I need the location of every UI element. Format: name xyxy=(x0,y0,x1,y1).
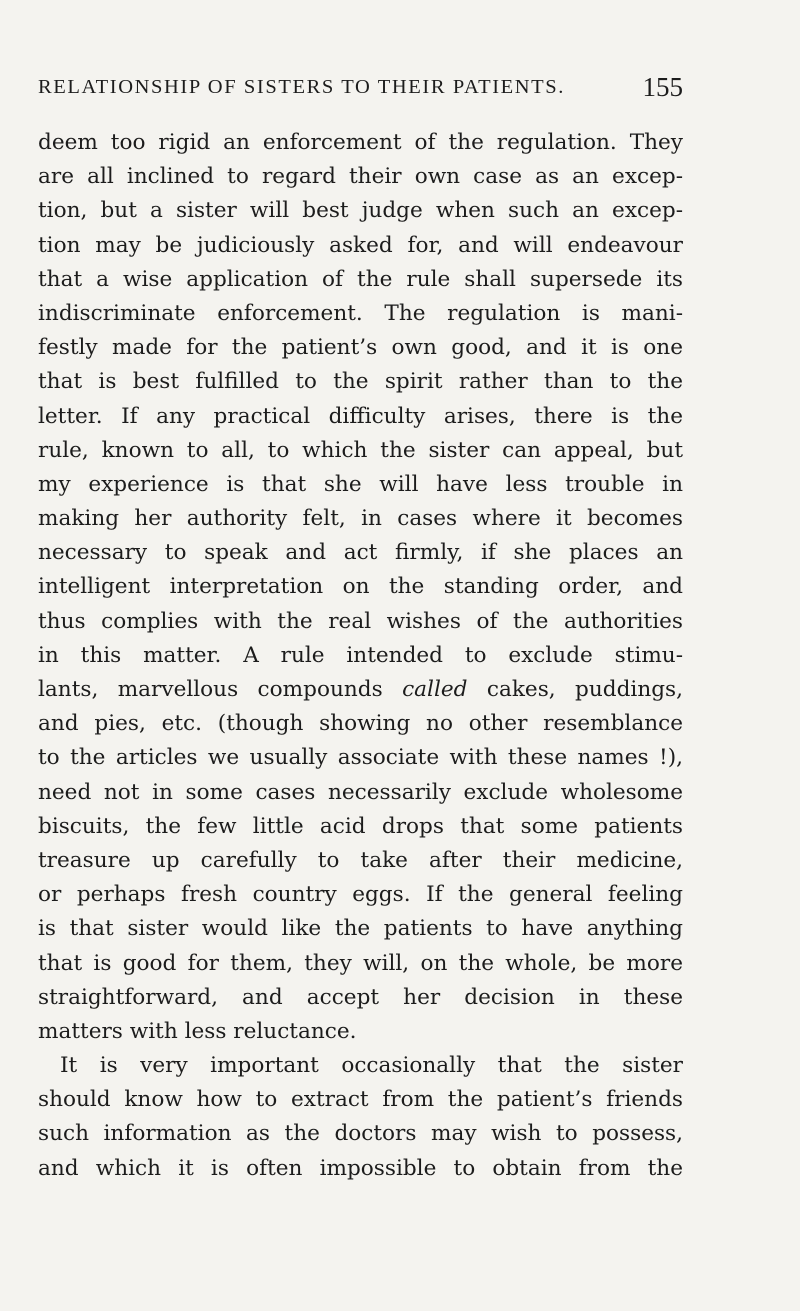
text-line: my experience is that she will have less trouble in xyxy=(38,471,683,497)
text-line: deem too rigid an enforcement of the regulation. They xyxy=(38,130,683,155)
text-line: tion, but a sister will best judge when such an excep- xyxy=(38,198,683,224)
text-line: and which it is often impossible to obtain from the xyxy=(38,1155,683,1181)
text-line: and pies, etc. (though showing no other resemblance xyxy=(38,711,683,737)
text-line: need not in some cases necessarily exclude wholesome xyxy=(38,779,683,805)
text-line: rule, known to all, to which the sister can appeal, but xyxy=(38,437,683,463)
text-line: or perhaps fresh country eggs. If the general feeling xyxy=(38,882,683,908)
text-line: indiscriminate enforcement. The regulation is mani- xyxy=(38,300,683,326)
text-line: should know how to extract from the patient’s friends xyxy=(38,1087,683,1113)
text-line: straightforward, and accept her decision in these xyxy=(38,984,683,1010)
text-line: letter. If any practical difficulty arises, there is the xyxy=(38,403,683,429)
text-line: festly made for the patient’s own good, and it is one xyxy=(38,335,683,361)
text-line: that is best fulfilled to the spirit rather than to the xyxy=(38,369,683,395)
text-line: that is good for them, they will, on the whole, be more xyxy=(38,950,683,976)
text-line: tion may be judiciously asked for, and will endeavour xyxy=(38,232,683,258)
text-line: It is very important occasionally that the sister xyxy=(60,1053,683,1079)
text-line-mixed xyxy=(38,673,683,707)
running-head xyxy=(38,72,683,106)
text-line: intelligent interpretation on the standing order, and xyxy=(38,574,683,600)
text-line: necessary to speak and act firmly, if she places an xyxy=(38,540,683,566)
text-line: matters with less reluctance. xyxy=(38,1018,357,1044)
text-line: treasure up carefully to take after their medicine, xyxy=(38,847,683,873)
text-line: such information as the doctors may wish to possess, xyxy=(38,1121,683,1147)
text-line: that a wise application of the rule shall supersede its xyxy=(38,266,683,292)
page-number: 155 xyxy=(642,72,683,102)
italic-word: called xyxy=(402,677,468,702)
text-line: to the articles we usually associate with these names !), xyxy=(38,745,683,771)
text-line: biscuits, the few little acid drops that some patients xyxy=(38,813,683,839)
text-line: is that sister would like the patients to have anything xyxy=(38,916,683,942)
text-line: making her authority felt, in cases where it becomes xyxy=(38,506,683,532)
text-line: thus complies with the real wishes of the authorities xyxy=(38,608,683,634)
line-end: cakes, puddings, xyxy=(486,677,683,702)
text-line: in this matter. A rule intended to exclude stimu- xyxy=(38,642,683,668)
line-start: lants, marvellous compounds xyxy=(38,677,383,702)
body-text xyxy=(38,126,683,1186)
running-title: RELATIONSHIP OF SISTERS TO THEIR PATIENTS. xyxy=(38,76,565,98)
text-line: are all inclined to regard their own case as an excep- xyxy=(38,164,683,190)
